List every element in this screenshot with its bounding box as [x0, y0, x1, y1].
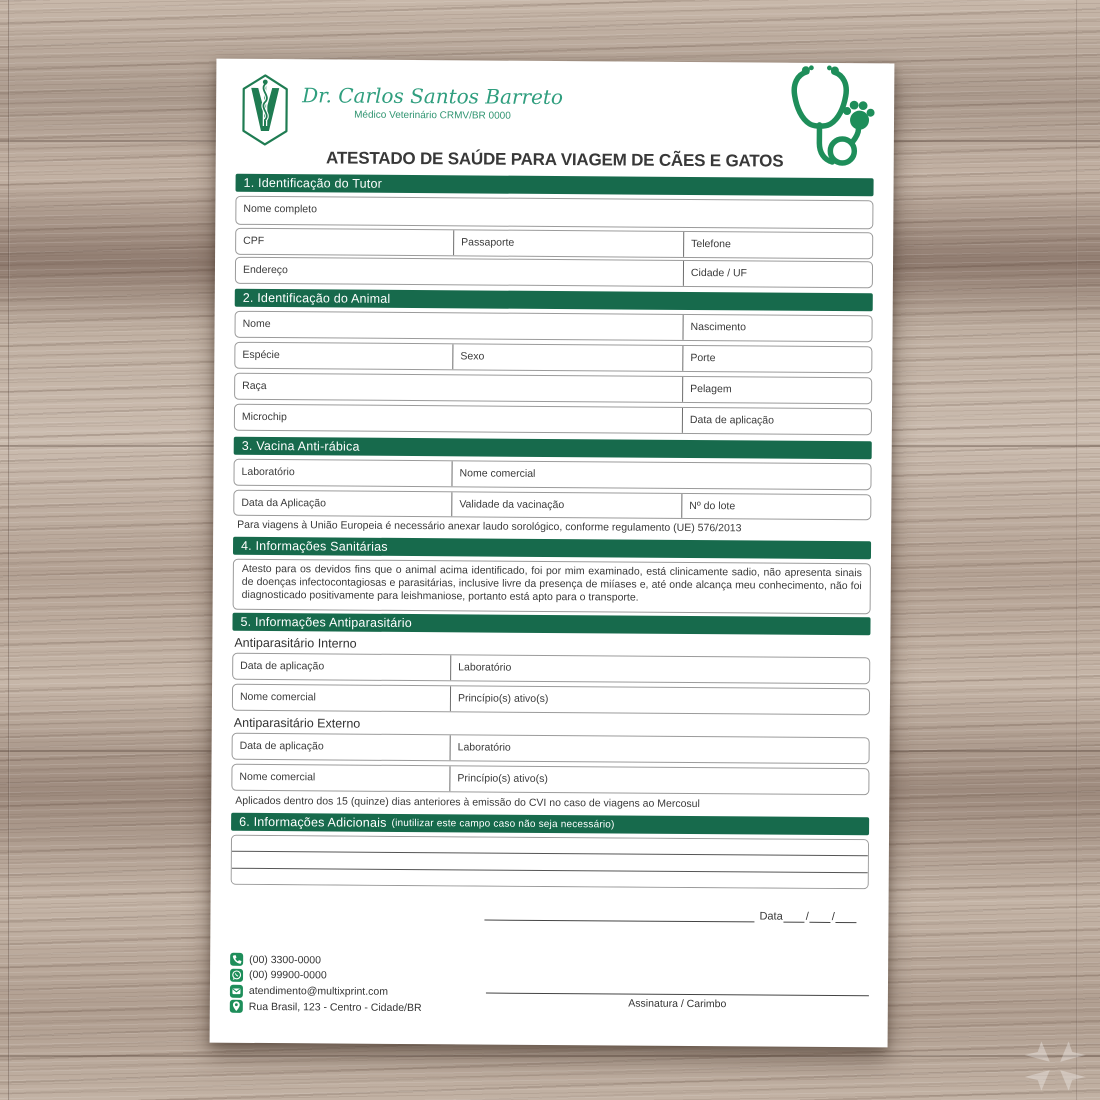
field-label: Nome completo — [243, 202, 317, 216]
field-row — [233, 459, 871, 490]
field-nome-completo — [236, 197, 872, 228]
field-nome-comercial-externo — [232, 765, 449, 792]
field-label: Data da Aplicação — [241, 496, 327, 510]
field-data-aplicacao-externo — [233, 734, 450, 761]
field-row — [235, 228, 873, 259]
field-telefone — [683, 232, 872, 258]
field-row — [232, 653, 870, 684]
field-nome — [236, 312, 683, 340]
section-title: 5. Informações Antiparasitário — [240, 614, 412, 631]
field-label: Microchip — [241, 410, 287, 424]
field-sexo — [452, 344, 682, 371]
field-pelagem — [682, 377, 871, 403]
signature-block — [486, 981, 869, 1012]
field-label: Laboratório — [458, 661, 512, 674]
field-label: CPF — [243, 234, 265, 247]
certificate-page — [210, 59, 895, 1048]
field-data-aplicacao — [682, 408, 871, 434]
field-label: Endereço — [242, 263, 288, 277]
field-label: Nome — [242, 317, 271, 331]
contact-whatsapp-text: (00) 99900-0000 — [249, 969, 327, 982]
doctor-credentials: Médico Veterinário CRMV/BR 0000 — [354, 109, 511, 122]
field-row — [231, 764, 869, 795]
field-row — [234, 373, 872, 404]
place-date-row — [484, 907, 868, 924]
location-pin-icon — [230, 1000, 243, 1013]
field-cpf — [236, 229, 453, 256]
section-title: 4. Informações Sanitárias — [240, 538, 388, 554]
date-year-blank — [836, 911, 857, 923]
field-label: Nome comercial — [239, 770, 316, 784]
field-nascimento — [682, 315, 871, 341]
subsection-externo-title: Antiparasitário Externo — [233, 715, 361, 731]
veterinary-shield-logo-icon — [242, 74, 289, 146]
section-title: 3. Vacina Anti-rábica — [241, 438, 360, 454]
field-numero-lote — [681, 494, 870, 519]
health-attestation-text: Atesto para os devidos fins que o animal acima identificado, foi por mim examinado, está clinicamente sadio, não apresenta sinais de doenças infectocontagiosas e parasitárias, inclusive livre da presença de miíases e, até onde alcança meu conhecimento, não foi diagnosticado positivamente para leishmaniose, portanto está apto para o transporte. — [233, 559, 871, 614]
date-month-blank — [810, 911, 831, 923]
field-validade-vacinacao — [451, 492, 681, 518]
whatsapp-icon — [230, 969, 243, 982]
field-label: Telefone — [691, 237, 731, 251]
section-title: 6. Informações Adicionais — [239, 814, 387, 830]
field-label: Passaporte — [461, 236, 515, 249]
field-laboratorio-externo — [450, 735, 869, 763]
field-label: Laboratório — [241, 465, 295, 479]
section-header-antiparasitario — [232, 613, 870, 635]
field-label: Espécie — [242, 348, 280, 362]
email-icon — [230, 984, 243, 997]
field-porte — [682, 346, 871, 372]
field-data-aplicacao-interno — [233, 654, 450, 681]
field-label: Princípio(s) ativo(s) — [457, 692, 549, 705]
field-label: Data de aplicação — [689, 413, 775, 427]
additional-info-line — [232, 867, 868, 888]
field-microchip — [235, 405, 682, 433]
field-row — [235, 196, 873, 229]
field-label: Validade da vacinação — [459, 498, 565, 512]
date-separator: / — [831, 910, 835, 923]
field-nome-comercial — [451, 461, 870, 489]
section-header-vacina — [234, 437, 872, 459]
section-title-note: (inutilizar este campo caso não seja necessário) — [391, 817, 615, 830]
contact-phone-text: (00) 3300-0000 — [249, 953, 322, 966]
contact-address-text: Rua Brasil, 123 - Centro - Cidade/BR — [248, 1000, 422, 1014]
field-label: Data de aplicação — [240, 659, 325, 673]
doctor-identity — [302, 83, 563, 122]
field-label: Nº do lote — [689, 499, 736, 513]
field-data-da-aplicacao — [234, 491, 451, 517]
field-laboratorio-interno — [450, 655, 869, 683]
document-footer — [230, 953, 869, 1035]
field-laboratorio — [234, 460, 451, 487]
section-header-sanitarias — [233, 537, 871, 559]
field-principio-ativo-interno — [450, 686, 869, 714]
section-header-adicionais — [231, 813, 869, 835]
field-principio-ativo-externo — [449, 766, 868, 794]
document-title: ATESTADO DE SAÚDE PARA VIAGEM DE CÃES E GATOS — [326, 148, 784, 171]
contact-email-text: atendimento@multixprint.com — [248, 984, 389, 998]
field-raca — [235, 374, 682, 402]
field-label: Sexo — [460, 350, 485, 363]
subsection-interno-title: Antiparasitário Interno — [234, 635, 357, 651]
doctor-name: Dr. Carlos Santos Barreto — [302, 83, 564, 110]
field-row — [233, 490, 871, 520]
date-day-blank — [784, 911, 805, 923]
field-row — [232, 733, 870, 764]
field-label: Data de aplicação — [239, 739, 324, 753]
date-label: Data — [759, 910, 783, 923]
field-label: Cidade / UF — [690, 266, 748, 280]
section-title: 2. Identificação do Animal — [242, 290, 391, 306]
field-label: Princípio(s) ativo(s) — [457, 772, 548, 785]
section-title: 1. Identificação do Tutor — [243, 175, 383, 191]
signature-blank-line — [486, 981, 869, 997]
eu-travel-note: Para viagens à União Europeia é necessário anexar laudo sorológico, conforme regulamento (UE) 576/2013 — [237, 518, 742, 535]
additional-info-box — [231, 835, 869, 889]
date-separator: / — [805, 910, 809, 923]
field-endereco — [236, 258, 683, 286]
signature-label: Assinatura / Carimbo — [628, 997, 727, 1011]
field-row — [234, 404, 872, 435]
field-row — [235, 257, 873, 288]
place-blank-line — [484, 909, 754, 923]
field-row — [232, 684, 870, 715]
field-label: Nascimento — [690, 320, 747, 334]
field-label: Laboratório — [457, 741, 511, 754]
field-label: Pelagem — [690, 382, 732, 396]
field-label: Raça — [242, 379, 267, 393]
wood-plank-seam — [1076, 0, 1078, 1100]
contact-phone — [230, 953, 868, 970]
field-row — [234, 342, 872, 373]
section-header-animal — [235, 289, 873, 311]
field-nome-comercial-interno — [233, 685, 450, 712]
document-header — [236, 59, 875, 178]
field-row — [234, 311, 872, 342]
phone-icon — [230, 953, 243, 966]
field-passaporte — [453, 230, 683, 257]
wood-plank-seam — [8, 0, 10, 1100]
field-label: Porte — [690, 351, 716, 365]
field-label: Nome comercial — [459, 467, 536, 480]
field-label: Nome comercial — [239, 690, 316, 704]
field-especie — [235, 343, 452, 370]
field-cidade-uf — [683, 261, 872, 287]
multix-x-watermark-icon — [1018, 1036, 1092, 1096]
mercosul-note: Aplicados dentro dos 15 (quinze) dias anteriores à emissão do CVI no caso de viagens ao Mercosul — [235, 794, 700, 811]
